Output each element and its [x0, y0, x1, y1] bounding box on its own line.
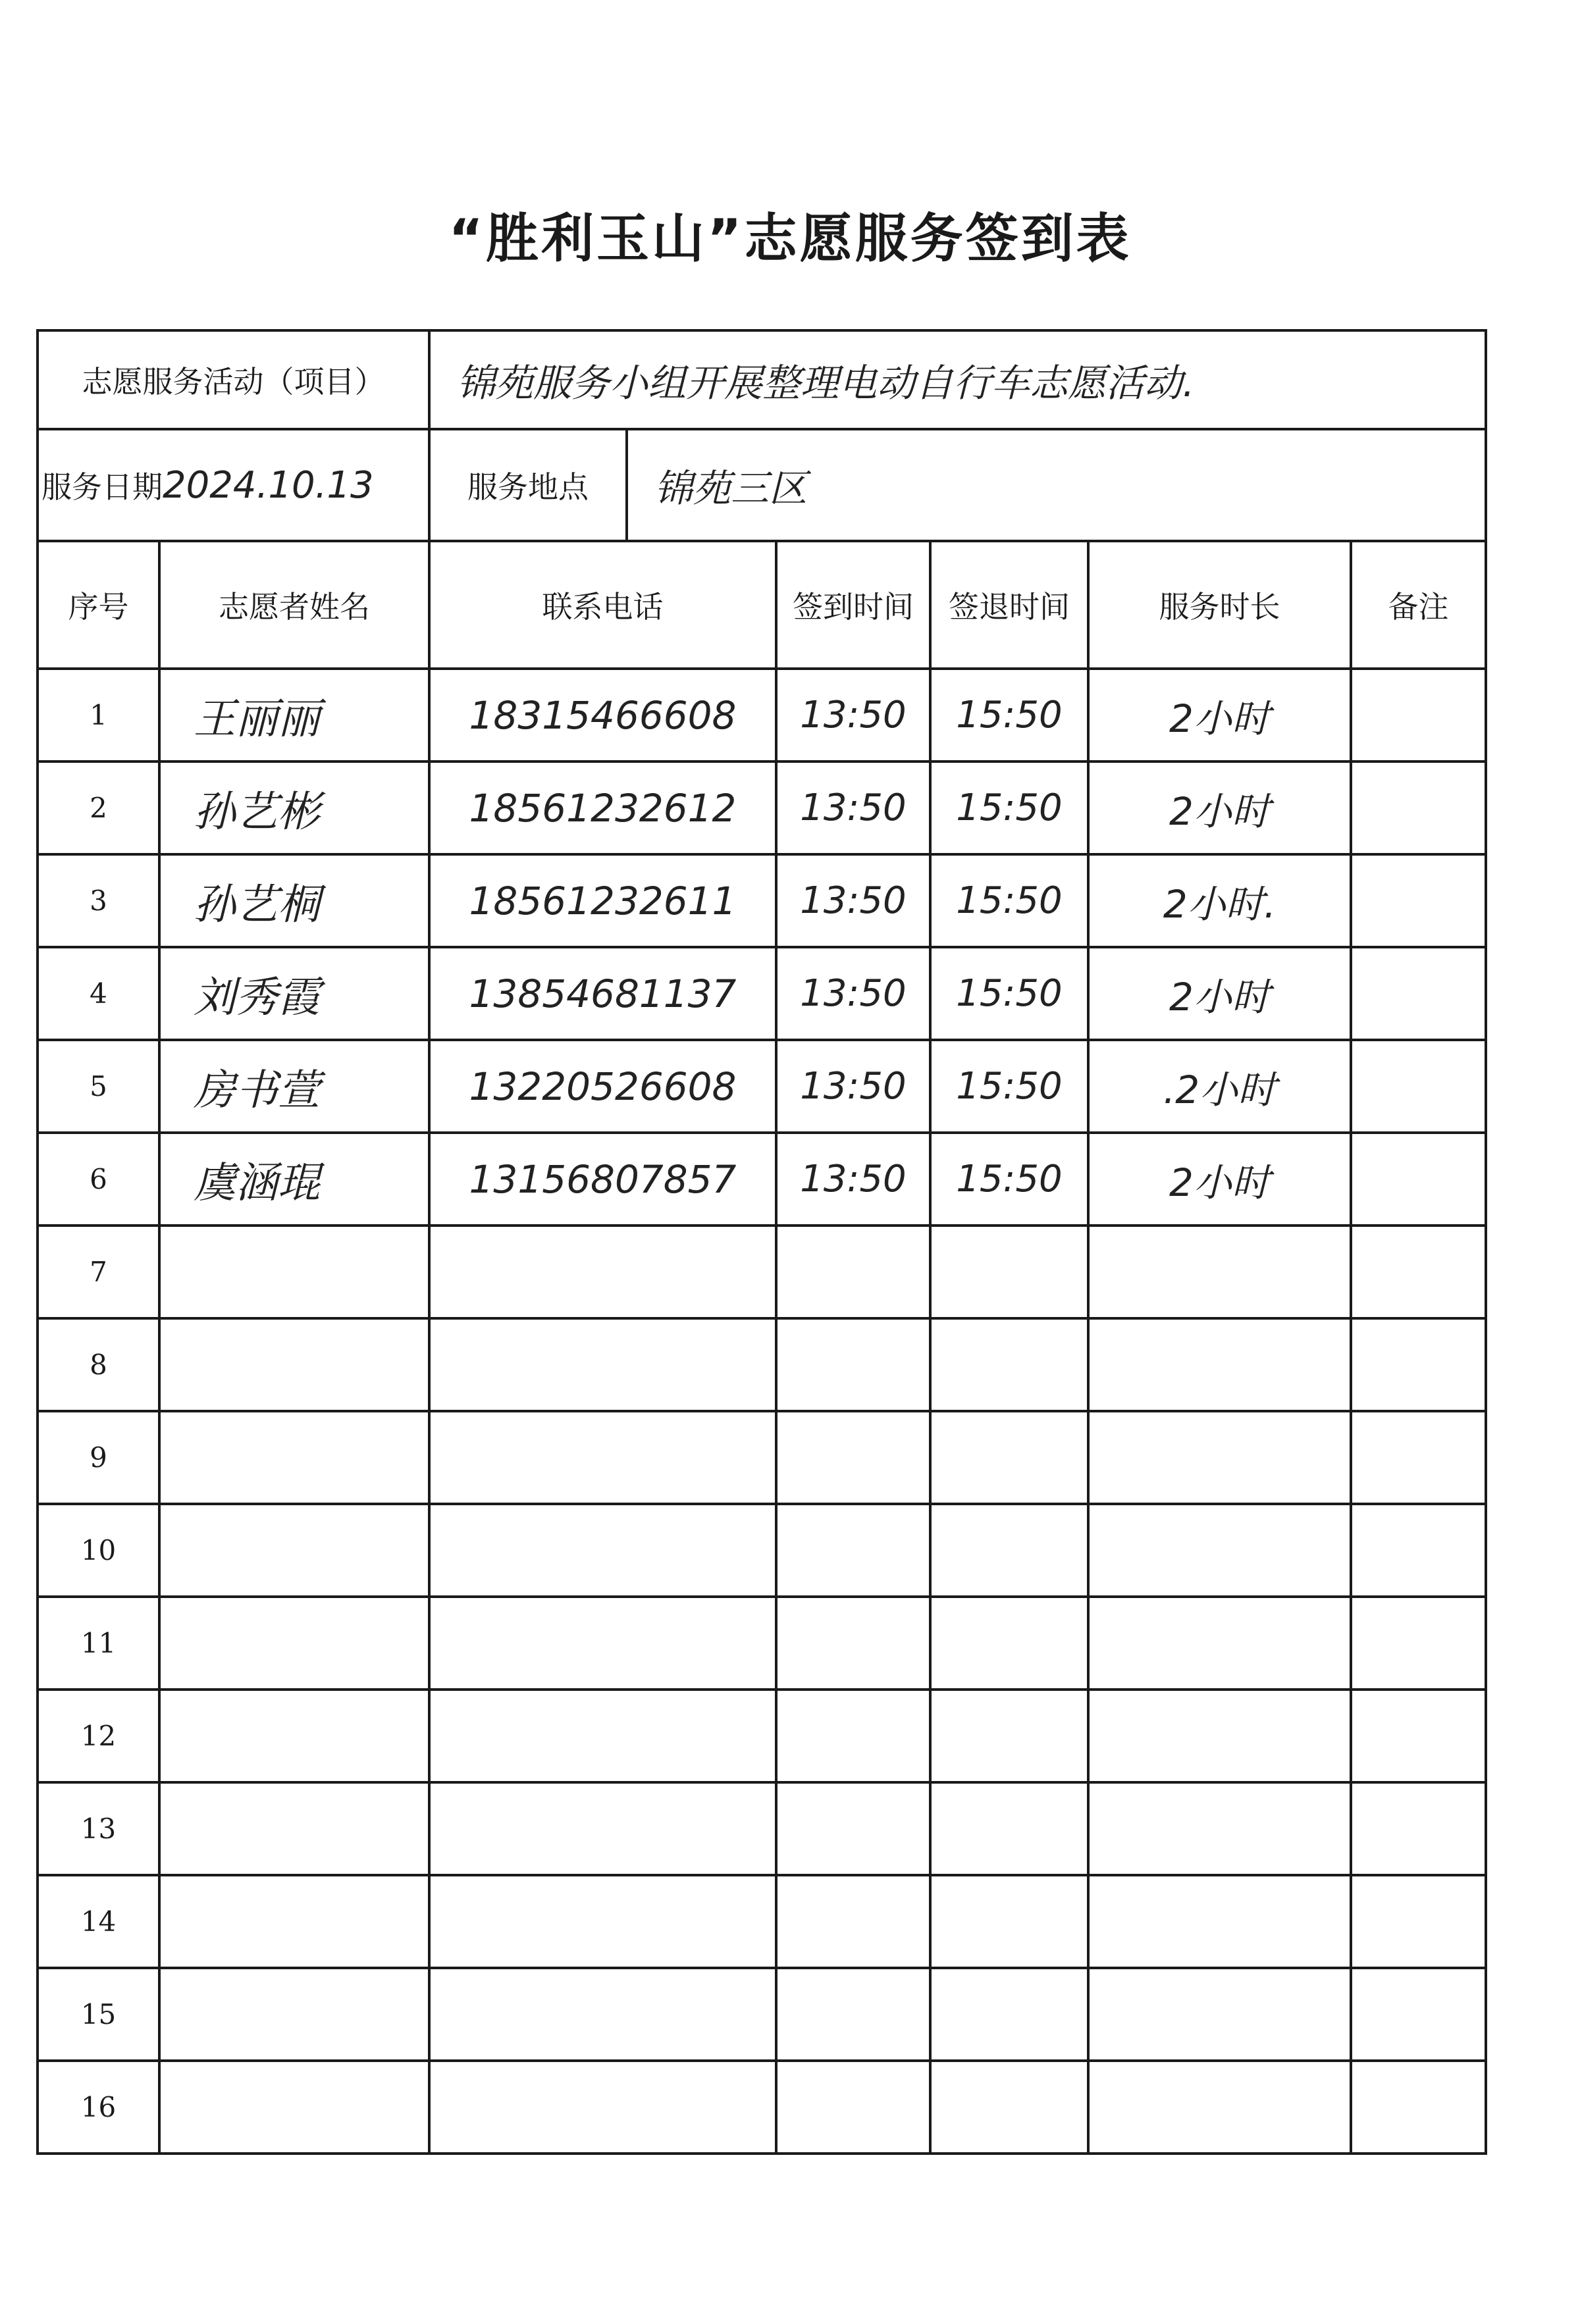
service-duration: [1088, 2061, 1351, 2154]
note-cell: [1351, 1411, 1486, 1504]
phone-number: [429, 1597, 776, 1690]
note-cell: [1351, 1968, 1486, 2061]
note-cell: [1351, 854, 1486, 947]
table-row: [38, 1782, 1486, 1875]
header-name: 志愿者姓名: [159, 541, 429, 669]
row-seq: 1: [38, 669, 159, 762]
check-out-time: [930, 1875, 1088, 1968]
service-duration: 2小时.: [1088, 854, 1351, 947]
table-row: [38, 1875, 1486, 1968]
check-out-time: [930, 1411, 1088, 1504]
check-in-time: 13:50: [776, 1133, 930, 1226]
row-seq: 14: [38, 1875, 159, 1968]
note-cell: [1351, 669, 1486, 762]
check-in-time: [776, 1411, 930, 1504]
row-seq: 9: [38, 1411, 159, 1504]
check-out-time: [930, 1968, 1088, 2061]
row-seq: 15: [38, 1968, 159, 2061]
note-cell: [1351, 1504, 1486, 1597]
header-note: 备注: [1351, 541, 1486, 669]
volunteer-name: [159, 2061, 429, 2154]
volunteer-name: [159, 1782, 429, 1875]
table-row: [38, 1968, 1486, 2061]
volunteer-name: [159, 1875, 429, 1968]
check-in-time: 13:50: [776, 669, 930, 762]
check-in-time: [776, 1597, 930, 1690]
note-cell: [1351, 1597, 1486, 1690]
note-cell: [1351, 1040, 1486, 1133]
check-in-time: [776, 1968, 930, 2061]
volunteer-name: [159, 1504, 429, 1597]
date-value: 2024.10.13: [163, 464, 374, 507]
phone-number: [429, 1226, 776, 1318]
row-seq: 6: [38, 1133, 159, 1226]
phone-number: 13220526608: [429, 1040, 776, 1133]
row-seq: 2: [38, 762, 159, 854]
note-cell: [1351, 762, 1486, 854]
row-seq: 7: [38, 1226, 159, 1318]
phone-number: [429, 1504, 776, 1597]
note-cell: [1351, 947, 1486, 1040]
service-duration: 2小时: [1088, 1133, 1351, 1226]
row-seq: 4: [38, 947, 159, 1040]
sign-in-table: [36, 329, 1487, 2155]
row-seq: 13: [38, 1782, 159, 1875]
service-duration: [1088, 1411, 1351, 1504]
check-out-time: 15:50: [930, 1040, 1088, 1133]
note-cell: [1351, 1875, 1486, 1968]
header-row: [38, 541, 1486, 669]
table-row: [38, 854, 1486, 947]
check-out-time: 15:50: [930, 947, 1088, 1040]
check-out-time: [930, 1782, 1088, 1875]
check-out-time: [930, 1504, 1088, 1597]
check-in-time: 13:50: [776, 854, 930, 947]
volunteer-name: [159, 1226, 429, 1318]
check-out-time: [930, 1597, 1088, 1690]
check-in-time: 13:50: [776, 1040, 930, 1133]
volunteer-name: 虞涵琨: [159, 1133, 429, 1226]
table-row: [38, 1226, 1486, 1318]
phone-number: [429, 1782, 776, 1875]
table-row: [38, 2061, 1486, 2154]
check-out-time: [930, 1226, 1088, 1318]
service-duration: 2小时: [1088, 762, 1351, 854]
service-duration: [1088, 1318, 1351, 1411]
phone-number: 18561232612: [429, 762, 776, 854]
volunteer-name: [159, 1690, 429, 1782]
note-cell: [1351, 1133, 1486, 1226]
place-value: 锦苑三区: [627, 429, 1486, 541]
phone-number: 13156807857: [429, 1133, 776, 1226]
table-row: [38, 1318, 1486, 1411]
phone-number: [429, 1411, 776, 1504]
header-phone: 联系电话: [429, 541, 776, 669]
volunteer-name: [159, 1597, 429, 1690]
check-in-time: [776, 1504, 930, 1597]
table-row: [38, 669, 1486, 762]
table-row: [38, 1690, 1486, 1782]
table-row: [38, 762, 1486, 854]
volunteer-name: [159, 1318, 429, 1411]
volunteer-name: [159, 1968, 429, 2061]
check-in-time: [776, 1690, 930, 1782]
place-label: 服务地点: [429, 429, 627, 541]
service-duration: [1088, 1597, 1351, 1690]
table-row: [38, 1597, 1486, 1690]
check-out-time: 15:50: [930, 854, 1088, 947]
activity-row: [38, 330, 1486, 429]
volunteer-name: 房书萱: [159, 1040, 429, 1133]
service-duration: [1088, 1968, 1351, 2061]
note-cell: [1351, 1318, 1486, 1411]
service-duration: .2小时: [1088, 1040, 1351, 1133]
check-in-time: [776, 1226, 930, 1318]
activity-label: 志愿服务活动（项目）: [38, 330, 429, 429]
row-seq: 10: [38, 1504, 159, 1597]
phone-number: 13854681137: [429, 947, 776, 1040]
check-out-time: [930, 1318, 1088, 1411]
note-cell: [1351, 1690, 1486, 1782]
phone-number: [429, 1690, 776, 1782]
check-in-time: [776, 1875, 930, 1968]
header-check-out: 签退时间: [930, 541, 1088, 669]
note-cell: [1351, 1226, 1486, 1318]
check-out-time: [930, 2061, 1088, 2154]
row-seq: 8: [38, 1318, 159, 1411]
check-out-time: 15:50: [930, 762, 1088, 854]
table-row: [38, 1504, 1486, 1597]
row-seq: 16: [38, 2061, 159, 2154]
check-in-time: 13:50: [776, 762, 930, 854]
check-in-time: [776, 1782, 930, 1875]
volunteer-name: 孙艺桐: [159, 854, 429, 947]
row-seq: 11: [38, 1597, 159, 1690]
header-seq: 序号: [38, 541, 159, 669]
header-duration: 服务时长: [1088, 541, 1351, 669]
date-place-row: [38, 429, 1486, 541]
table-row: [38, 1040, 1486, 1133]
note-cell: [1351, 1782, 1486, 1875]
check-in-time: [776, 1318, 930, 1411]
row-seq: 12: [38, 1690, 159, 1782]
table-row: [38, 1133, 1486, 1226]
volunteer-name: 王丽丽: [159, 669, 429, 762]
service-duration: 2小时: [1088, 669, 1351, 762]
row-seq: 3: [38, 854, 159, 947]
phone-number: 18315466608: [429, 669, 776, 762]
phone-number: [429, 2061, 776, 2154]
service-duration: [1088, 1782, 1351, 1875]
phone-number: [429, 1318, 776, 1411]
page-title: “胜利玉山”志愿服务签到表: [448, 208, 1132, 269]
service-duration: [1088, 1875, 1351, 1968]
note-cell: [1351, 2061, 1486, 2154]
check-out-time: [930, 1690, 1088, 1782]
header-check-in: 签到时间: [776, 541, 930, 669]
check-in-time: 13:50: [776, 947, 930, 1040]
table-row: [38, 1411, 1486, 1504]
service-duration: [1088, 1504, 1351, 1597]
phone-number: [429, 1968, 776, 2061]
date-label: 服务日期: [41, 469, 163, 505]
volunteer-name: [159, 1411, 429, 1504]
row-seq: 5: [38, 1040, 159, 1133]
phone-number: [429, 1875, 776, 1968]
date-cell: [38, 429, 429, 541]
service-duration: [1088, 1690, 1351, 1782]
check-in-time: [776, 2061, 930, 2154]
service-duration: [1088, 1226, 1351, 1318]
table-row: [38, 947, 1486, 1040]
service-duration: 2小时: [1088, 947, 1351, 1040]
phone-number: 18561232611: [429, 854, 776, 947]
check-out-time: 15:50: [930, 669, 1088, 762]
check-out-time: 15:50: [930, 1133, 1088, 1226]
volunteer-name: 刘秀霞: [159, 947, 429, 1040]
activity-value: 锦苑服务小组开展整理电动自行车志愿活动.: [429, 330, 1486, 429]
volunteer-name: 孙艺彬: [159, 762, 429, 854]
